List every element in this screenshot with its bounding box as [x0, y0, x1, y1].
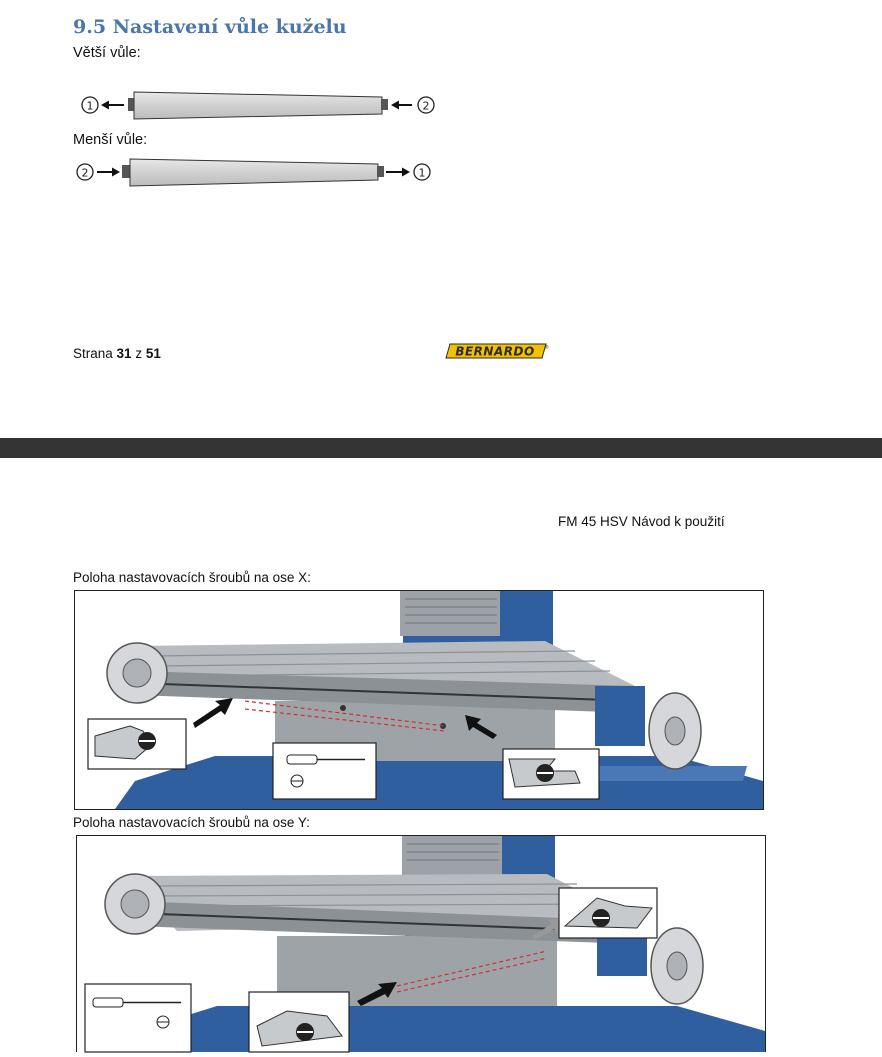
screwdriver-inset	[85, 984, 191, 1052]
taper-gib	[130, 159, 378, 186]
svg-text:BERNARDO: BERNARDO	[455, 344, 535, 359]
circled-2-marker	[418, 97, 434, 113]
screwdriver-inset	[273, 743, 376, 799]
svg-text:2: 2	[422, 99, 430, 113]
svg-text:1: 1	[418, 166, 426, 180]
slot-screw-inset-left	[88, 719, 186, 769]
page-number-total: 51	[145, 346, 161, 361]
page-number-current: 31	[116, 346, 132, 361]
page-separator	[0, 438, 882, 458]
x-axis-adjustment-photo	[74, 590, 764, 810]
arrow-left-icon	[101, 101, 124, 110]
document-header: FM 45 HSV Návod k použití	[558, 514, 725, 529]
circled-1-marker	[82, 97, 98, 113]
y-axis-adjustment-photo	[76, 835, 766, 1052]
slot-screw-inset-right	[503, 749, 599, 799]
document-page-31	[0, 0, 882, 438]
section-heading: 9.5 Nastavení vůle kuželu	[73, 16, 347, 38]
page-number	[73, 346, 161, 361]
caption-x-axis: Poloha nastavovacích šroubů na ose X:	[73, 570, 311, 585]
svg-text:2: 2	[81, 166, 89, 180]
arrow-left-icon	[391, 101, 412, 110]
larger-play-label: Větší vůle:	[73, 45, 141, 61]
document-page-32	[0, 458, 882, 1051]
smaller-play-label: Menší vůle:	[73, 132, 148, 148]
circled-1-marker	[414, 164, 430, 180]
pointer-arrow-icon	[193, 698, 233, 728]
taper-gib	[134, 92, 382, 119]
caption-y-axis: Poloha nastavovacích šroubů na ose Y:	[73, 815, 310, 830]
taper-gib-larger-play-diagram	[78, 86, 448, 126]
arrow-right-icon	[97, 168, 120, 177]
bernardo-logo	[446, 342, 548, 362]
svg-text:®: ®	[544, 345, 549, 351]
page-number-prefix: Strana	[73, 346, 117, 361]
page-number-separator: z	[131, 346, 146, 361]
arrow-right-icon	[386, 168, 410, 177]
slot-screw-inset-bottom	[249, 992, 349, 1052]
svg-text:1: 1	[86, 99, 94, 113]
slot-screw-inset-top	[559, 888, 657, 938]
taper-gib-smaller-play-diagram	[72, 154, 442, 192]
circled-2-marker	[77, 164, 93, 180]
